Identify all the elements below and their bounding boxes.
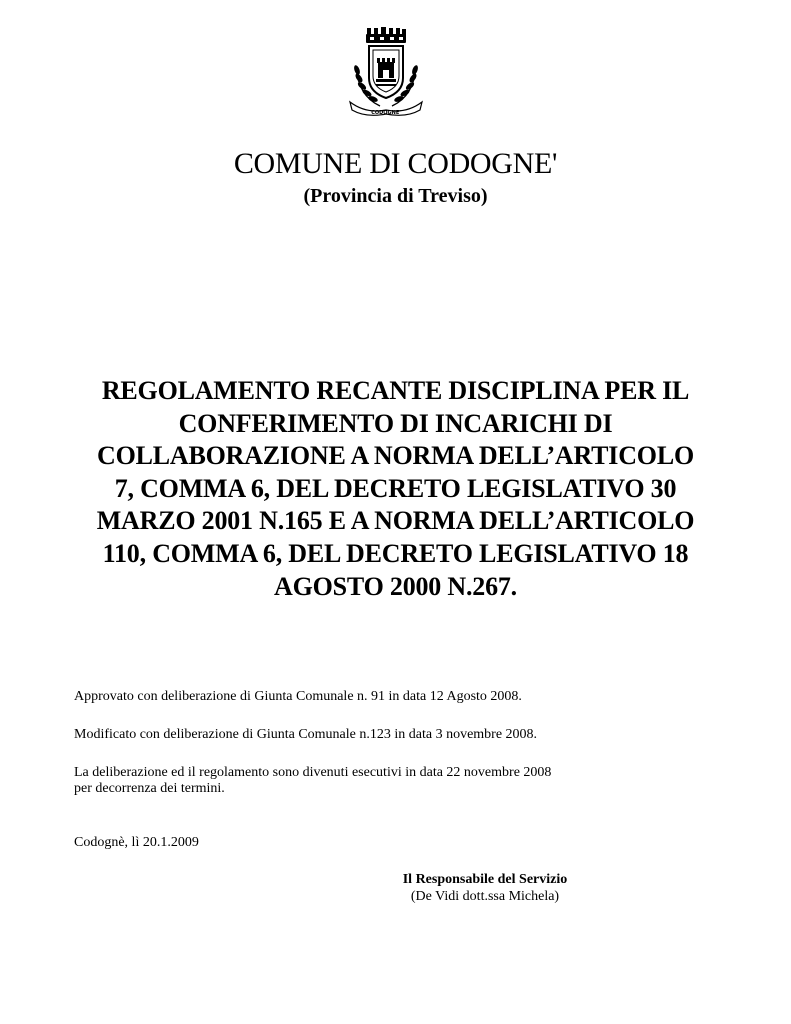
modification-note: Modificato con deliberazione di Giunta Comunale n.123 in data 3 novembre 2008. xyxy=(74,727,538,742)
executive-note-line: La deliberazione ed il regolamento sono divenuti esecutivi in data 22 novembre 2008 xyxy=(74,765,552,780)
province-subtitle: (Provincia di Treviso) xyxy=(303,185,488,207)
regulation-title-line: COLLABORAZIONE A NORMA DELL’ARTICOLO xyxy=(97,441,694,471)
executive-note-line: per decorrenza dei termini. xyxy=(74,781,225,796)
regulation-title xyxy=(60,375,731,603)
signature-name: (De Vidi dott.ssa Michela) xyxy=(410,889,560,904)
approval-note: Approvato con deliberazione di Giunta Comunale n. 91 in data 12 Agosto 2008. xyxy=(74,689,522,704)
signature-block xyxy=(380,871,590,905)
municipality-title: COMUNE DI CODOGNE' xyxy=(233,147,558,180)
place-date: Codognè, lì 20.1.2009 xyxy=(74,835,199,850)
regulation-title-line: MARZO 2001 N.165 E A NORMA DELL’ARTICOLO xyxy=(96,506,695,536)
regulation-title-line: AGOSTO 2000 N.267. xyxy=(274,571,517,601)
municipal-coat-of-arms-icon xyxy=(336,26,436,116)
crown-icon xyxy=(366,27,406,43)
regulation-title-line: 7, COMMA 6, DEL DECRETO LEGISLATIVO 30 xyxy=(114,473,677,503)
regulation-title-line: CONFERIMENTO DI INCARICHI DI xyxy=(178,408,613,438)
regulation-title-line: REGOLAMENTO RECANTE DISCIPLINA PER IL xyxy=(101,376,690,405)
executive-note xyxy=(74,765,551,797)
svg-text:CODOGNE': CODOGNE' xyxy=(371,110,401,116)
signature-role: Il Responsabile del Servizio xyxy=(402,872,568,887)
regulation-title-line: 110, COMMA 6, DEL DECRETO LEGISLATIVO 18 xyxy=(102,538,689,568)
